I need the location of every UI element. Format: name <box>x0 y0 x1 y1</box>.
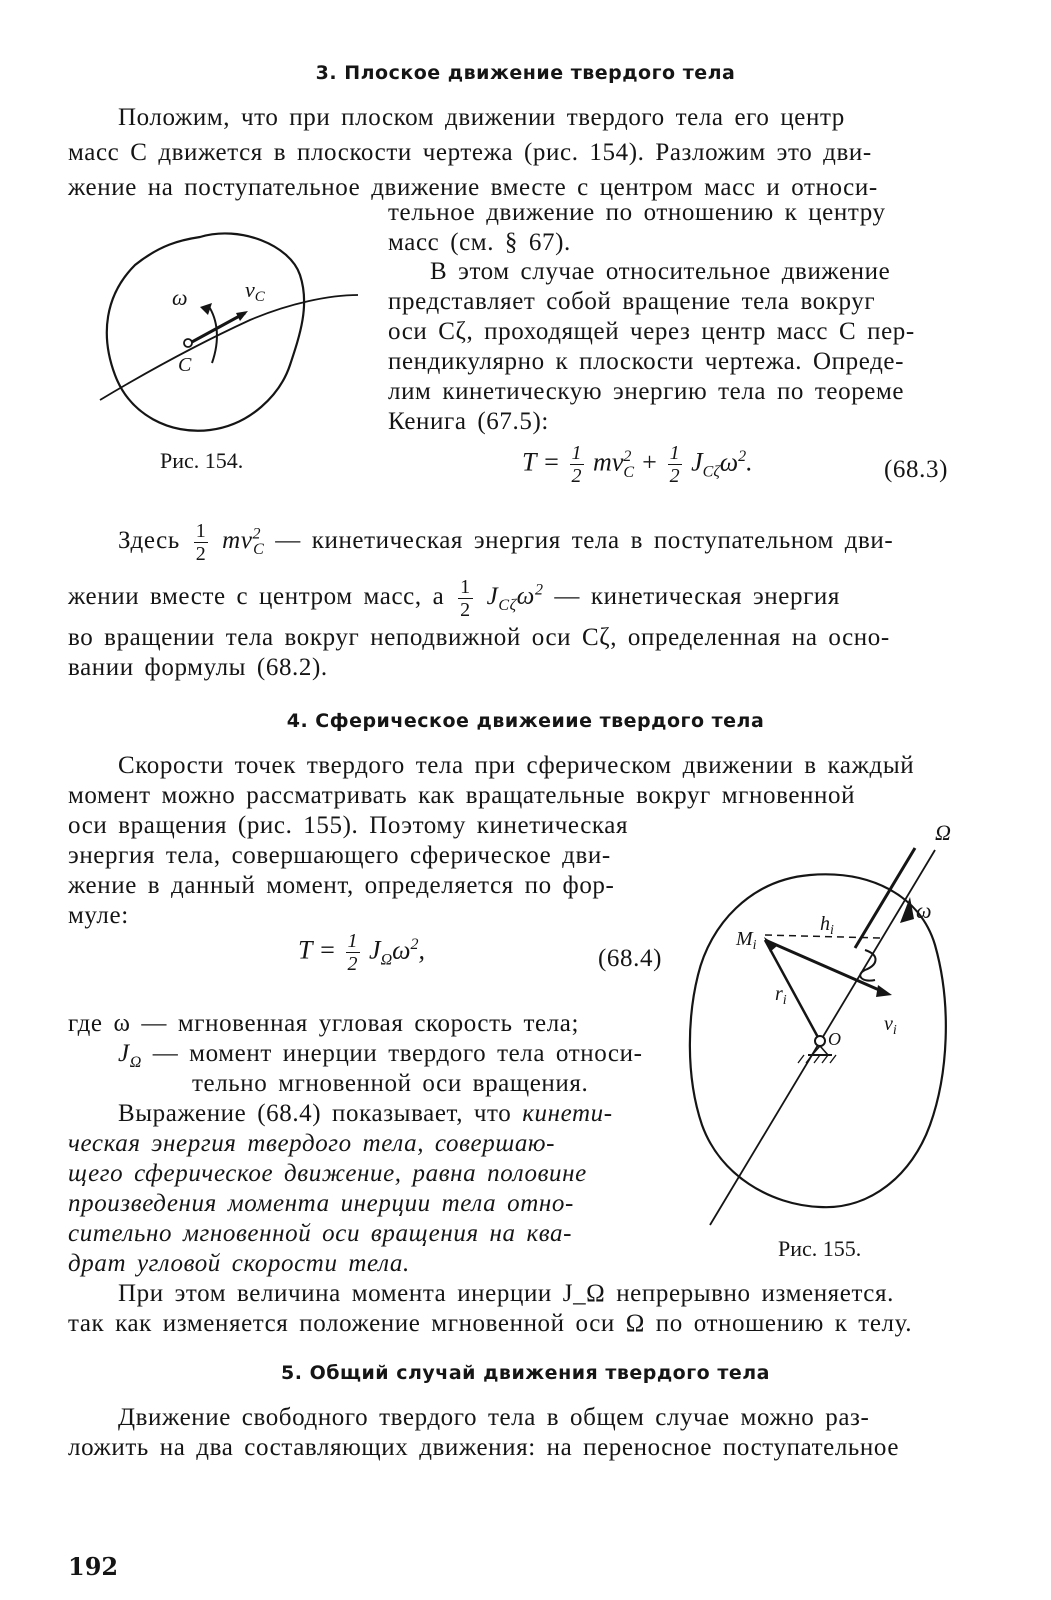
ri-label: $r_i$ <box>775 983 787 1008</box>
s3-line-3: жение на поступательное движение вместе с центром масс и относи- <box>68 174 878 201</box>
s3-p2-6: Кенига (67.5): <box>388 408 549 435</box>
s4-line-2: момент можно рассматривать как вращательные вокруг мгновенной <box>68 782 856 809</box>
figure-155-caption: Рис. 155. <box>778 1236 862 1261</box>
s4-p2-line-2: ческая энергия твердого тела, совершаю- <box>68 1130 556 1157</box>
rotation-arc <box>860 950 875 981</box>
equation-68-3-number: (68.3) <box>884 456 949 483</box>
velocity-arrowhead <box>236 311 248 321</box>
radius-vector <box>765 940 820 1041</box>
s3-line-1: Положим, что при плоском движении твердого тела его центр <box>118 104 845 131</box>
figure-155 <box>680 815 970 1255</box>
figure-154 <box>90 225 370 445</box>
s4-p2-line-6: драт угловой скорости тела. <box>68 1250 410 1277</box>
s4-where-1: где ω — мгновенная угловая скорость тела; <box>68 1010 580 1037</box>
s3-p3-line-4: вании формулы (68.2). <box>68 654 328 681</box>
support-hatching <box>798 1055 836 1063</box>
s3-p2-5: лим кинетическую энергию тела по теореме <box>388 378 905 405</box>
center-of-mass-point <box>184 339 192 347</box>
body-outline <box>107 233 304 430</box>
s3-p3-line-1: Здесь $\frac{1}{2}$ $mv^2_C$ — кинетическая энергия тела в поступательном дви- <box>118 520 894 565</box>
c-label: C <box>178 354 192 376</box>
section-4-heading: 4. Сферическое движеиие твердого тела <box>286 710 765 732</box>
omega-label: ω <box>916 898 932 923</box>
page-number: 192 <box>68 1552 119 1581</box>
axis-omega-label: Ω <box>935 820 951 845</box>
s5-line-1: Движение свободного твердого тела в общем случае можно раз- <box>118 1404 870 1431</box>
s4-p2-line-3: щего сферическое движение, равна половине <box>68 1160 587 1187</box>
section-3-heading: 3. Плоское движение твердого тела <box>315 62 736 84</box>
equation-68-4-number: (68.4) <box>598 945 663 972</box>
section-5-heading: 5. Общий случай движения твердого тела <box>281 1362 770 1384</box>
s3-line-2: масс C движется в плоскости чертежа (рис. 154). Разложим это дви- <box>68 139 872 166</box>
s3-p2-2: представляет собой вращение тела вокруг <box>388 288 876 315</box>
support-leg-right <box>820 1046 828 1055</box>
s3-p2-1: В этом случае относительное движение <box>430 258 891 285</box>
vi-label: $v_i$ <box>884 1013 897 1038</box>
mi-label: $M_i$ <box>736 928 757 953</box>
s3-p2-4: пендикулярно к плоскости чертежа. Опреде- <box>388 348 905 375</box>
s4-where-3: тельно мгновенной оси вращения. <box>192 1070 589 1097</box>
figure-154-caption: Рис. 154. <box>160 448 244 473</box>
s4-p3-line-2: так как изменяется положение мгновенной оси Ω по отношению к телу. <box>68 1310 913 1337</box>
hi-label: $h_i$ <box>820 913 834 938</box>
equation-68-4: T = $\frac{1}{2}$ $J_\Omega\omega^2$, <box>298 930 426 975</box>
s4-side-1: оси вращения (рис. 155). Поэтому кинетическая <box>68 812 629 839</box>
o-label: O <box>828 1029 841 1049</box>
s4-p3-line-1: При этом величина момента инерции J_Ω непрерывно изменяется. <box>118 1280 894 1307</box>
s3-p3-line-3: во вращении тела вокруг неподвижной оси Cζ, определенная на осно- <box>68 624 890 651</box>
s4-p2-line-5: сительно мгновенной оси вращения на ква- <box>68 1220 573 1247</box>
s3-p2-3: оси Cζ, проходящей через центр масс C пер- <box>388 318 915 345</box>
s5-line-2: ложить на два составляющих движения: на переносное поступательное <box>68 1434 900 1461</box>
s3-p3-line-2: жении вместе с центром масс, а $\frac{1}{2}$ $J_{C\zeta}\omega^2$ — кинетическая энергия <box>68 576 840 621</box>
equation-68-3: T = $\frac{1}{2}$ $mv^2_C$ + $\frac{1}{2}$ $J_{C\zeta}\omega^2$. <box>522 442 753 487</box>
s4-side-4: муле: <box>68 902 129 929</box>
s4-line-1: Скорости точек твердого тела при сферическом движении в каждый <box>118 752 915 779</box>
s4-p2-line-4: произведения момента инерции тела отно- <box>68 1190 574 1217</box>
s4-side-2: энергия тела, совершающего сферическое дви- <box>68 842 611 869</box>
s4-where-2: $J_\Omega$ — момент инерции твердого тела относи- <box>118 1040 643 1071</box>
trajectory-curve <box>100 295 358 400</box>
s3-side-1: тельное движение по отношению к центру <box>388 199 886 226</box>
s3-side-2: масс (см. § 67). <box>388 229 571 256</box>
vc-label: vC <box>245 277 265 305</box>
fixed-point-o <box>815 1036 825 1046</box>
velocity-arrowhead <box>876 985 892 997</box>
velocity-vi <box>765 940 886 993</box>
s4-side-3: жение в данный момент, определяется по фор- <box>68 872 615 899</box>
omega-label: ω <box>172 285 188 310</box>
s4-p2-line-1: Выражение (68.4) показывает, что кинети- <box>118 1100 613 1127</box>
